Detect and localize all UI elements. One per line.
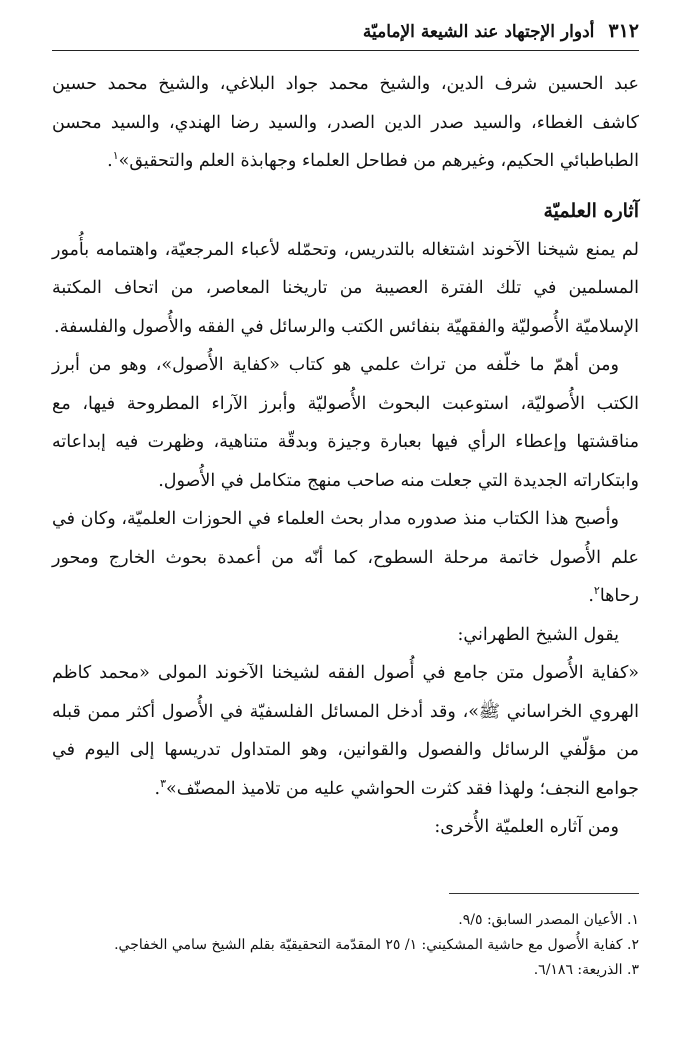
page-number: ٣١٢ — [608, 20, 639, 42]
paragraph: ومن آثاره العلميّة الأُخرى: — [434, 817, 619, 837]
footnote-marker: ٢ — [593, 584, 600, 598]
paragraph-continued: عبد الحسين شرف الدين، والشيخ محمد جواد البلاغي، والشيخ محمد حسين كاشف الغطاء، والسيد صدر الدين الصدر، والسيد رضا الهندي، والسيد محسن الطباطبائي الحكيم، وغيرهم من فطاحل العلماء وجهابذة العلم والتحقيق»$^١$. — [52, 74, 639, 171]
paragraph: لم يمنع شيخنا الآخوند اشتغاله بالتدريس، وتحمّله لأعباء المرجعيّة، واهتمامه بأُمور المسلمين في تلك الفترة العصيبة من تاريخنا المعاصر، من اتحاف المكتبة الإسلاميّة الأُصوليّة والفقهيّة بنفائس الكتب والرسائل في الفقه والأُصول والفلسفة. — [52, 239, 639, 337]
body-text — [52, 65, 639, 847]
quote-intro: يقول الشيخ الطهراني: — [457, 624, 619, 645]
section-heading: آثاره العلميّة — [543, 199, 639, 222]
paragraph: وأصبح هذا الكتاب منذ صدوره مدار بحث العلماء في الحوزات العلميّة، وكان في علم الأُصول خاتمة مرحلة السطوح، كما أنّه من أعمدة بحوث الخارج ومحور رحاها$^٢$. — [52, 509, 639, 606]
paragraph-text: وأصبح هذا الكتاب منذ صدوره مدار بحث العلماء في الحوزات العلميّة، وكان في علم الأُصول خاتمة مرحلة السطوح، كما أنّه من أعمدة بحوث الخارج ومحور رحاها — [52, 509, 639, 606]
footnote-item: ٣. الذريعة: ٦/١٨٦. — [533, 961, 639, 978]
footnote-marker: ٣ — [160, 776, 167, 790]
paragraph-text: عبد الحسين شرف الدين، والشيخ محمد جواد البلاغي، والشيخ محمد حسين كاشف الغطاء، والسيد صدر الدين الصدر، والسيد رضا الهندي، والسيد محسن الطباطبائي الحكيم، وغيرهم من فطاحل العلماء وجهابذة العلم والتحقيق» — [52, 74, 639, 171]
block-quote: «كفاية الأُصول متن جامع في أُصول الفقه لشيخنا الآخوند المولى «محمد كاظم الهروي الخراساني ﷺ»، وقد أدخل المسائل الفلسفيّة في الأُصول أكثر ممن قبله من مؤلّفي الرسائل والفصول والقوانين، وهو المتداول تدريسها إلى اليوم في جوامع النجف؛ ولهذا فقد كثرت الحواشي عليه من تلاميذ المصنّف»$^٣$. — [52, 663, 639, 799]
footnotes — [52, 908, 639, 983]
running-header — [52, 20, 639, 51]
footnote-item: ١. الأعيان المصدر السابق: ٩/٥. — [458, 911, 639, 928]
footnote-marker: ١ — [112, 149, 119, 163]
footnote-separator — [449, 893, 639, 894]
quote-text: «كفاية الأُصول متن جامع في أُصول الفقه لشيخنا الآخوند المولى «محمد كاظم الهروي الخراساني ﷺ»، وقد أدخل المسائل الفلسفيّة في الأُصول أكثر ممن قبله من مؤلّفي الرسائل والفصول والقوانين، وهو المتداول تدريسها إلى اليوم في جوامع النجف؛ ولهذا فقد كثرت الحواشي عليه من تلاميذ المصنّف» — [52, 663, 639, 799]
footnote-item: ٢. كفاية الأُصول مع حاشية المشكيني: ١/ ٢٥ المقدّمة التحقيقيّة بقلم الشيخ سامي الخفاجي. — [114, 936, 639, 953]
paragraph: ومن أهمّ ما خلّفه من تراث علمي هو كتاب «كفاية الأُصول»، وهو من أبرز الكتب الأُصوليّة، استوعبت البحوث الأُصوليّة وأبرز الآراء المطروحة فيها، مع مناقشتها وإعطاء الرأي فيها بعبارة وجيزة وبدقّة متناهية، وظهرت فيه إبداعاته وابتكاراته الجديدة التي جعلت منه صاحب منهج متكامل في الأُصول. — [52, 355, 639, 491]
running-title: أدوار الإجتهاد عند الشيعة الإماميّة — [362, 22, 595, 42]
